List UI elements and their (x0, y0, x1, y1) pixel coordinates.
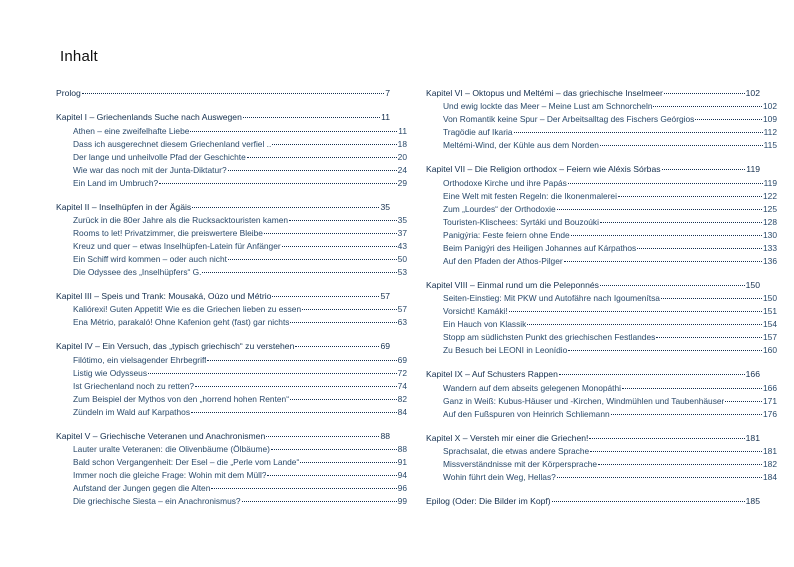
toc-entry-label: Kapitel VII – Die Religion orthodox – Feiern wie Aléxis Sórbas (426, 164, 661, 175)
toc-section-entry[interactable] (56, 354, 407, 367)
toc-chapter-entry[interactable] (56, 87, 390, 100)
toc-page-number: 96 (397, 483, 407, 494)
toc-group (56, 290, 407, 329)
toc-group (56, 87, 390, 100)
toc-page-number: 154 (763, 319, 777, 330)
toc-section-entry[interactable] (426, 139, 777, 152)
toc-page-number: 72 (397, 367, 407, 378)
toc-entry-label: Zu Besuch bei LEONI in Leonídio (443, 345, 568, 356)
toc-group (56, 340, 407, 418)
toc-section-entry[interactable] (426, 100, 777, 113)
toc-page-number: 37 (397, 228, 407, 239)
toc-section-entry[interactable] (426, 126, 777, 139)
toc-page-number: 74 (397, 380, 407, 391)
toc-section-entry[interactable] (56, 316, 407, 329)
toc-entry-label: Meltémi-Wind, der Kühle aus dem Norden (443, 140, 599, 151)
toc-leader-dots (82, 92, 384, 94)
toc-page-number: 102 (763, 101, 777, 112)
toc-entry-label: Listig wie Odysseus (73, 367, 148, 378)
toc-entry-label: Sprachsalat, die etwas andere Sprache (443, 445, 590, 456)
toc-section-entry[interactable] (56, 266, 407, 279)
toc-leader-dots (611, 413, 762, 415)
toc-entry-label: Ein Hauch von Klassik (443, 319, 527, 330)
toc-leader-dots (266, 435, 379, 437)
toc-entry-label: Die griechische Siesta – ein Anachronismus? (73, 496, 241, 507)
toc-leader-dots (653, 105, 762, 107)
toc-right-column (426, 87, 777, 519)
toc-leader-dots (159, 182, 396, 184)
toc-page-number: 43 (397, 241, 407, 252)
toc-section-entry[interactable] (56, 303, 407, 316)
toc-section-entry[interactable] (56, 227, 407, 240)
toc-section-entry[interactable] (426, 471, 777, 484)
toc-leader-dots (290, 321, 396, 323)
toc-section-entry[interactable] (426, 216, 777, 229)
toc-leader-dots (290, 398, 397, 400)
toc-leader-dots (295, 345, 379, 347)
toc-page-number: 102 (745, 88, 760, 98)
toc-columns (56, 87, 777, 519)
toc-section-entry[interactable] (426, 344, 777, 357)
toc-section-entry[interactable] (56, 138, 407, 151)
toc-leader-dots (271, 448, 397, 450)
toc-leader-dots (590, 450, 762, 452)
toc-page-number: 185 (745, 495, 760, 506)
toc-left-column (56, 87, 407, 519)
toc-entry-label: Kapitel V – Griechische Veteranen und Anachronismen (56, 430, 266, 441)
toc-entry-label: Prolog (56, 88, 81, 98)
toc-leader-dots (228, 169, 397, 171)
toc-group (426, 279, 777, 357)
toc-entry-label: Von Romantik keine Spur – Der Arbeitsalltag des Fischers Geórgios (443, 114, 695, 125)
toc-leader-dots (207, 359, 396, 361)
toc-entry-label: Auf den Fußspuren von Heinrich Schliemann (443, 408, 610, 419)
toc-leader-dots (664, 92, 745, 94)
toc-leader-dots (300, 461, 396, 463)
toc-leader-dots (557, 476, 762, 478)
toc-section-entry[interactable] (56, 393, 407, 406)
toc-group (426, 368, 777, 420)
toc-page-number: 88 (397, 444, 407, 455)
toc-leader-dots (564, 260, 762, 262)
toc-page-number: 150 (763, 293, 777, 304)
toc-chapter-entry[interactable] (426, 163, 760, 176)
toc-section-entry[interactable] (426, 242, 777, 255)
toc-page-number: 11 (381, 112, 390, 123)
toc-leader-dots (190, 130, 397, 132)
toc-section-entry[interactable] (426, 229, 777, 242)
toc-page-number: 24 (397, 164, 407, 175)
toc-page-number: 151 (763, 306, 777, 317)
toc-leader-dots (618, 195, 762, 197)
toc-leader-dots (637, 247, 762, 249)
toc-page-number: 69 (380, 341, 390, 352)
toc-entry-label: Ein Schiff wird kommen – oder auch nicht (73, 254, 227, 265)
toc-page-number: 182 (763, 458, 777, 469)
toc-entry-label: Wohin führt dein Weg, Hellas? (443, 471, 556, 482)
toc-leader-dots (695, 118, 762, 120)
toc-page-number: 109 (763, 114, 777, 125)
toc-section-entry[interactable] (426, 255, 777, 268)
toc-section-entry[interactable] (56, 214, 407, 227)
toc-leader-dots (242, 500, 397, 502)
toc-page-number: 184 (763, 471, 777, 482)
toc-page-number: 136 (763, 255, 777, 266)
toc-entry-label: Tragödie auf Ikaria (443, 127, 513, 138)
toc-page-number: 88 (380, 430, 390, 441)
toc-page-number: 150 (745, 279, 760, 290)
toc-leader-dots (568, 349, 762, 351)
toc-group (426, 163, 777, 267)
toc-leader-dots (282, 245, 397, 247)
toc-entry-label: Rooms to let! Privatzimmer, die preiswertere Bleibe (73, 228, 263, 239)
toc-page-number: 7 (385, 88, 390, 98)
toc-entry-label: Athen – eine zweifelhafte Liebe (73, 125, 190, 136)
toc-entry-label: Vorsicht! Kamáki! (443, 306, 508, 317)
toc-entry-label: Ena Métrio, parakaló! Ohne Kafenion geht (fast) gar nichts (73, 317, 290, 328)
toc-entry-label: Stopp am südlichsten Punkt des griechischen Festlandes (443, 332, 656, 343)
toc-section-entry[interactable] (426, 408, 777, 421)
toc-leader-dots (568, 182, 763, 184)
toc-leader-dots (264, 232, 397, 234)
toc-entry-label: Epilog (Oder: Die Bilder im Kopf) (426, 495, 551, 506)
toc-page-number: 69 (397, 354, 407, 365)
toc-section-entry[interactable] (56, 253, 407, 266)
toc-page-number: 18 (397, 138, 407, 149)
toc-entry-label: Der lange und unheilvolle Pfad der Geschichte (73, 151, 246, 162)
toc-leader-dots (148, 372, 397, 374)
toc-group (426, 87, 777, 152)
toc-entry-label: Wandern auf dem abseits gelegenen Monopáthi (443, 382, 622, 393)
toc-page-number: 128 (763, 216, 777, 227)
toc-section-entry[interactable] (56, 482, 407, 495)
toc-page-number: 91 (397, 457, 407, 468)
toc-leader-dots (192, 206, 379, 208)
toc-page-number: 157 (763, 332, 777, 343)
toc-entry-label: Zurück in die 80er Jahre als die Rucksacktouristen kamen (73, 215, 289, 226)
toc-section-entry[interactable] (56, 380, 407, 393)
toc-group (56, 111, 407, 189)
toc-page-number: 171 (763, 395, 777, 406)
toc-chapter-entry[interactable] (426, 495, 760, 508)
toc-entry-label: Kapitel III – Speis und Trank: Mousaká, Oúzo und Métrio (56, 291, 272, 302)
toc-page-number: 50 (397, 254, 407, 265)
toc-chapter-entry[interactable] (426, 87, 760, 100)
toc-leader-dots (289, 219, 397, 221)
toc-leader-dots (661, 297, 762, 299)
toc-group (56, 201, 407, 279)
toc-entry-label: Kapitel VIII – Einmal rund um die Peleponnés (426, 279, 599, 290)
toc-leader-dots (662, 168, 746, 170)
toc-leader-dots (622, 387, 762, 389)
toc-section-entry[interactable] (56, 367, 407, 380)
toc-leader-dots (228, 258, 397, 260)
toc-leader-dots (527, 323, 762, 325)
toc-page-number: 82 (397, 393, 407, 404)
toc-page-number: 99 (397, 496, 407, 507)
toc-leader-dots (211, 487, 396, 489)
toc-entry-label: Auf den Pfaden der Athos-Pilger (443, 255, 563, 266)
toc-chapter-entry[interactable] (56, 290, 390, 303)
toc-page-number: 166 (763, 382, 777, 393)
toc-page-number: 35 (397, 215, 407, 226)
toc-section-entry[interactable] (426, 382, 777, 395)
toc-section-entry[interactable] (56, 495, 407, 508)
toc-entry-label: Zum „Lourdes“ der Orthodoxie (443, 203, 556, 214)
toc-leader-dots (267, 474, 396, 476)
toc-section-entry[interactable] (426, 331, 777, 344)
toc-section-entry[interactable] (426, 177, 777, 190)
toc-leader-dots (571, 234, 762, 236)
toc-entry-label: Kapitel VI – Oktopus und Meltémi – das griechische Inselmeer (426, 88, 663, 98)
toc-page-number: 130 (763, 229, 777, 240)
toc-section-entry[interactable] (56, 469, 407, 482)
toc-section-entry[interactable] (56, 164, 407, 177)
toc-page-number: 57 (380, 291, 390, 302)
toc-page-number: 57 (397, 304, 407, 315)
toc-page-number: 119 (763, 177, 777, 188)
toc-entry-label: Und ewig lockte das Meer – Meine Lust am Schnorcheln (443, 101, 653, 112)
toc-entry-label: Kapitel IV – Ein Versuch, das „typisch griechisch“ zu verstehen (56, 341, 295, 352)
toc-page-number: 84 (397, 406, 407, 417)
toc-entry-label: Touristen-Klischees: Syrtáki und Bouzoúki (443, 216, 599, 227)
toc-entry-label: Seiten-Einstieg: Mit PKW und Autofähre nach Igoumenítsa (443, 293, 660, 304)
toc-page-number: 181 (763, 445, 777, 456)
toc-chapter-entry[interactable] (56, 340, 390, 353)
toc-section-entry[interactable] (426, 190, 777, 203)
toc-entry-label: Kapitel X – Versteh mir einer die Griechen! (426, 432, 589, 443)
toc-entry-label: Panigýria: Feste feiern ohne Ende (443, 229, 570, 240)
toc-leader-dots (302, 308, 397, 310)
toc-page-number: 94 (397, 470, 407, 481)
toc-leader-dots (725, 400, 762, 402)
toc-page-number: 53 (397, 267, 407, 278)
toc-entry-label: Zündeln im Wald auf Karpathos (73, 406, 190, 417)
toc-leader-dots (509, 310, 762, 312)
toc-page-number: 115 (763, 140, 777, 151)
toc-entry-label: Ganz in Weiß: Kubus-Häuser und -Kirchen, Windmühlen und Taubenhäuser (443, 395, 725, 406)
toc-section-entry[interactable] (426, 458, 777, 471)
toc-section-entry[interactable] (426, 318, 777, 331)
toc-entry-label: Beim Panigýri des Heiligen Johannes auf Kárpathos (443, 242, 637, 253)
toc-page-number: 29 (397, 177, 407, 188)
toc-entry-label: Ist Griechenland noch zu retten? (73, 380, 195, 391)
toc-page-number: 166 (745, 369, 760, 380)
toc-leader-dots (191, 411, 397, 413)
toc-chapter-entry[interactable] (56, 201, 390, 214)
toc-page-number: 11 (398, 125, 407, 136)
toc-leader-dots (656, 336, 762, 338)
toc-section-entry[interactable] (426, 395, 777, 408)
toc-chapter-entry[interactable] (56, 111, 390, 124)
toc-entry-label: Filótimo, ein vielsagender Ehrbegriff (73, 354, 207, 365)
toc-section-entry[interactable] (426, 113, 777, 126)
toc-page-number: 125 (763, 203, 777, 214)
toc-section-entry[interactable] (56, 406, 407, 419)
toc-page-number: 133 (763, 242, 777, 253)
toc-chapter-entry[interactable] (426, 368, 760, 381)
toc-leader-dots (559, 373, 745, 375)
toc-section-entry[interactable] (426, 292, 777, 305)
toc-entry-label: Kapitel IX – Auf Schusters Rappen (426, 369, 558, 380)
toc-leader-dots (598, 463, 762, 465)
toc-section-entry[interactable] (56, 240, 407, 253)
toc-entry-label: Bald schon Vergangenheit: Der Esel – die „Perle vom Lande“ (73, 457, 300, 468)
toc-entry-label: Missverständnisse mit der Körpersprache (443, 458, 598, 469)
toc-entry-label: Eine Welt mit festen Regeln: die Ikonenmalerei (443, 190, 617, 201)
toc-entry-label: Kaliórexi! Guten Appetit! Wie es die Griechen lieben zu essen (73, 304, 302, 315)
toc-entry-label: Ein Land im Umbruch? (73, 177, 159, 188)
toc-entry-label: Die Odyssee des „Inselhüpfers“ G. (73, 267, 202, 278)
toc-section-entry[interactable] (56, 456, 407, 469)
toc-leader-dots (600, 221, 762, 223)
toc-leader-dots (600, 144, 763, 146)
toc-section-entry[interactable] (426, 305, 777, 318)
toc-leader-dots (202, 271, 396, 273)
toc-leader-dots (552, 500, 745, 502)
toc-group (426, 495, 760, 508)
toc-leader-dots (600, 284, 745, 286)
toc-leader-dots (589, 437, 744, 439)
toc-page-number: 181 (745, 432, 760, 443)
toc-entry-label: Aufstand der Jungen gegen die Alten (73, 483, 211, 494)
toc-leader-dots (557, 208, 762, 210)
toc-page-number: 122 (763, 190, 777, 201)
toc-leader-dots (272, 143, 396, 145)
toc-section-entry[interactable] (56, 151, 407, 164)
toc-section-entry[interactable] (56, 125, 407, 138)
toc-leader-dots (247, 156, 397, 158)
toc-page-number: 160 (763, 345, 777, 356)
toc-chapter-entry[interactable] (56, 430, 390, 443)
toc-page-number: 35 (380, 201, 390, 212)
toc-section-entry[interactable] (56, 443, 407, 456)
toc-entry-label: Kapitel II – Inselhüpfen in der Ägäis (56, 201, 192, 212)
page-title: Inhalt (60, 48, 98, 65)
toc-entry-label: Zum Beispiel der Mythos von den „horrend hohen Renten“ (73, 393, 290, 404)
toc-chapter-entry[interactable] (426, 432, 760, 445)
toc-entry-label: Wie war das noch mit der Junta-Diktatur? (73, 164, 227, 175)
toc-page-number: 112 (763, 127, 777, 138)
toc-page-number: 63 (397, 317, 407, 328)
toc-entry-label: Orthodoxe Kirche und ihre Papás (443, 177, 567, 188)
toc-chapter-entry[interactable] (426, 279, 760, 292)
toc-group (426, 432, 777, 484)
toc-entry-label: Kapitel I – Griechenlands Suche nach Auswegen (56, 112, 242, 123)
toc-page-number: 20 (397, 151, 407, 162)
toc-leader-dots (272, 295, 379, 297)
toc-group (56, 430, 407, 508)
toc-entry-label: Kreuz und quer – etwas Inselhüpfen-Latein für Anfänger (73, 241, 281, 252)
toc-leader-dots (514, 131, 763, 133)
toc-entry-label: Immer noch die gleiche Frage: Wohin mit dem Müll? (73, 470, 267, 481)
toc-leader-dots (195, 385, 397, 387)
toc-leader-dots (243, 116, 380, 118)
toc-section-entry[interactable] (426, 203, 777, 216)
toc-section-entry[interactable] (56, 177, 407, 190)
toc-entry-label: Dass ich ausgerechnet diesem Griechenland verfiel .. (73, 138, 272, 149)
toc-page-number: 119 (746, 164, 760, 175)
toc-section-entry[interactable] (426, 445, 777, 458)
toc-page-number: 176 (763, 408, 777, 419)
toc-entry-label: Lauter uralte Veteranen: die Olivenbäume (Ölbäume) (73, 444, 270, 455)
